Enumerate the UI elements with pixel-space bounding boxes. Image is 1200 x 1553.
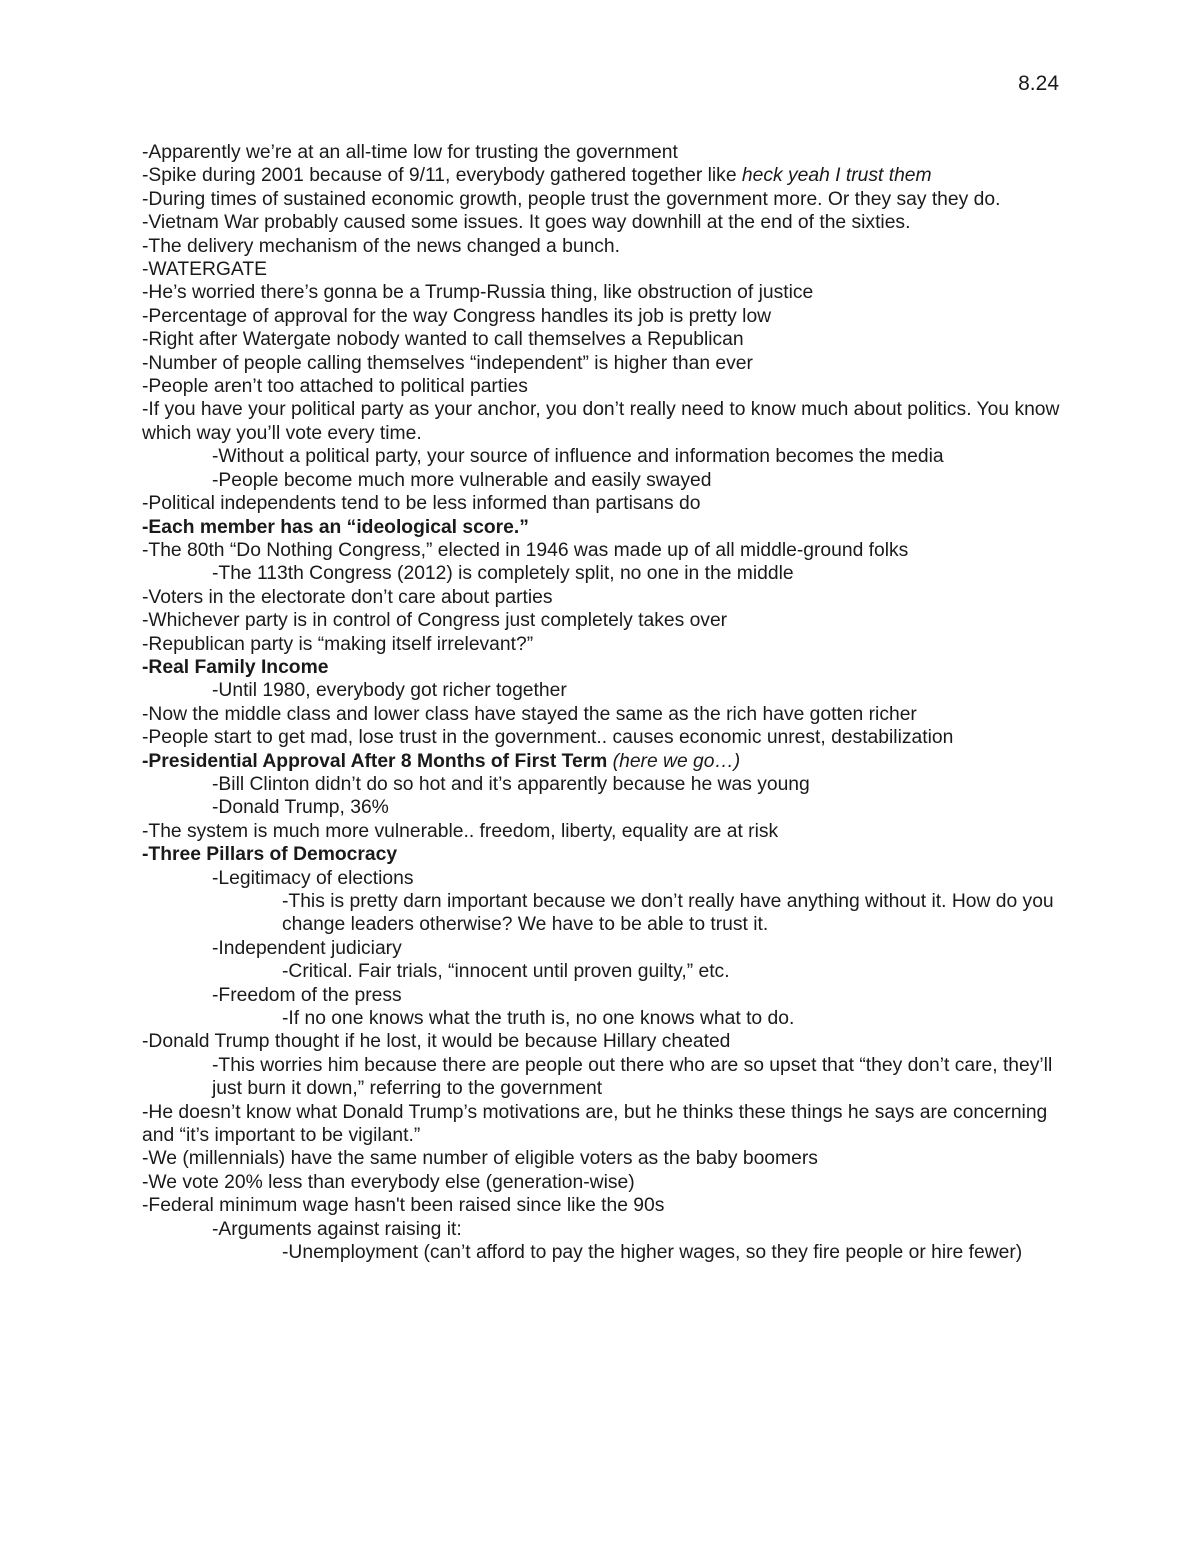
note-text: -Donald Trump thought if he lost, it would be because Hillary cheated bbox=[142, 1031, 731, 1053]
note-text: -Federal minimum wage hasn't been raised since like the 90s bbox=[142, 1195, 665, 1217]
note-line bbox=[142, 305, 1060, 328]
note-text: -Each member has an “ideological score.” bbox=[142, 516, 529, 538]
note-text: -Political independents tend to be less informed than partisans do bbox=[142, 493, 701, 515]
note-line bbox=[142, 1218, 1060, 1241]
note-line bbox=[142, 375, 1060, 398]
note-line bbox=[142, 141, 1060, 164]
note-text: -Critical. Fair trials, “innocent until proven guilty,” etc. bbox=[282, 961, 730, 983]
note-text: -People aren’t too attached to political parties bbox=[142, 376, 528, 398]
note-line bbox=[142, 235, 1060, 258]
note-text: -If you have your political party as your anchor, you don’t really need to know much about politics. You know which way you’ll vote every time. bbox=[142, 399, 1060, 444]
note-text: -Number of people calling themselves “independent” is higher than ever bbox=[142, 352, 753, 374]
note-text: -Presidential Approval After 8 Months of First Term bbox=[142, 750, 613, 772]
note-line bbox=[142, 609, 1060, 632]
note-text: -If no one knows what the truth is, no one knows what to do. bbox=[282, 1008, 795, 1030]
note-line bbox=[142, 679, 1060, 702]
note-text: -He doesn’t know what Donald Trump’s motivations are, but he thinks these things he says are concerning and “it’s important to be vigilant.” bbox=[142, 1101, 1048, 1147]
note-line bbox=[142, 820, 1060, 843]
note-heading bbox=[142, 656, 1060, 679]
note-line bbox=[142, 352, 1060, 375]
note-text: -Voters in the electorate don’t care about parties bbox=[142, 586, 553, 608]
note-line bbox=[142, 1054, 1060, 1101]
note-line bbox=[142, 281, 1060, 304]
note-text: -Bill Clinton didn’t do so hot and it’s apparently because he was young bbox=[212, 773, 810, 795]
note-line bbox=[142, 1147, 1060, 1170]
note-text: -WATERGATE bbox=[142, 259, 267, 281]
note-text: -Right after Watergate nobody wanted to call themselves a Republican bbox=[142, 329, 744, 351]
note-line bbox=[142, 398, 1060, 445]
note-line bbox=[142, 1101, 1060, 1148]
note-line bbox=[142, 1007, 1060, 1030]
note-text: -Until 1980, everybody got richer together bbox=[212, 680, 567, 702]
note-text: -During times of sustained economic growth, people trust the government more. Or they say they do. bbox=[142, 188, 1001, 210]
note-text: -Percentage of approval for the way Congress handles its job is pretty low bbox=[142, 305, 772, 327]
note-text: -Vietnam War probably caused some issues. It goes way downhill at the end of the sixties. bbox=[142, 212, 911, 234]
note-line bbox=[142, 445, 1060, 468]
note-text: -Spike during 2001 because of 9/11, everybody gathered together like bbox=[142, 165, 742, 187]
note-line bbox=[142, 1194, 1060, 1217]
note-line bbox=[142, 796, 1060, 819]
note-line bbox=[142, 773, 1060, 796]
note-line bbox=[142, 211, 1060, 234]
note-line bbox=[142, 726, 1060, 749]
note-text: -The 80th “Do Nothing Congress,” elected in 1946 was made up of all middle-ground folks bbox=[142, 539, 909, 561]
note-text: -The system is much more vulnerable.. freedom, liberty, equality are at risk bbox=[142, 820, 779, 842]
note-italic-text: heck yeah I trust them bbox=[741, 165, 932, 187]
note-line bbox=[142, 258, 1060, 281]
note-text: -We (millennials) have the same number of eligible voters as the baby boomers bbox=[142, 1148, 818, 1170]
note-line bbox=[142, 890, 1060, 937]
note-line bbox=[142, 937, 1060, 960]
note-line bbox=[142, 562, 1060, 585]
note-text: -This worries him because there are people out there who are so upset that “they don’t care, they’ll just burn it down,” referring to the government bbox=[212, 1054, 1053, 1100]
note-italic-text: (here we go…) bbox=[612, 750, 741, 772]
note-line bbox=[142, 188, 1060, 211]
note-heading bbox=[142, 843, 1060, 866]
note-text: -Freedom of the press bbox=[212, 984, 402, 1006]
note-line bbox=[142, 1030, 1060, 1053]
note-text: -The delivery mechanism of the news changed a bunch. bbox=[142, 235, 621, 257]
note-text: -People become much more vulnerable and easily swayed bbox=[212, 469, 712, 491]
note-line bbox=[142, 1171, 1060, 1194]
note-line bbox=[142, 469, 1060, 492]
note-heading bbox=[142, 516, 1060, 539]
note-line bbox=[142, 586, 1060, 609]
note-line bbox=[142, 539, 1060, 562]
page-number: 8.24 bbox=[1018, 72, 1059, 95]
note-text: -The 113th Congress (2012) is completely split, no one in the middle bbox=[212, 563, 794, 585]
note-text: -Three Pillars of Democracy bbox=[142, 844, 398, 866]
note-text: -People start to get mad, lose trust in the government.. causes economic unrest, destabilization bbox=[142, 727, 954, 749]
note-text: -Real Family Income bbox=[142, 656, 329, 678]
note-text: -Donald Trump, 36% bbox=[212, 797, 389, 819]
note-text: -Independent judiciary bbox=[212, 937, 402, 959]
note-text: -Whichever party is in control of Congress just completely takes over bbox=[142, 610, 728, 632]
note-line bbox=[142, 633, 1060, 656]
note-text: -Now the middle class and lower class have stayed the same as the rich have gotten richer bbox=[142, 703, 917, 725]
note-text: -Legitimacy of elections bbox=[212, 867, 414, 889]
note-text: -We vote 20% less than everybody else (generation-wise) bbox=[142, 1171, 635, 1193]
note-text: -Without a political party, your source of influence and information becomes the media bbox=[212, 446, 944, 468]
note-line bbox=[142, 492, 1060, 515]
lecture-notes bbox=[142, 141, 1060, 1265]
note-text: -Unemployment (can’t afford to pay the higher wages, so they fire people or hire fewer) bbox=[282, 1242, 1023, 1264]
note-line bbox=[142, 867, 1060, 890]
note-line bbox=[142, 703, 1060, 726]
note-line bbox=[142, 1241, 1060, 1264]
note-text: -Apparently we’re at an all-time low for trusting the government bbox=[142, 142, 678, 163]
note-line bbox=[142, 960, 1060, 983]
note-line bbox=[142, 984, 1060, 1007]
note-heading bbox=[142, 750, 1060, 773]
note-text: -This is pretty darn important because we don’t really have anything without it. How do you change leaders otherwise? We have to be able to trust it. bbox=[282, 891, 1054, 936]
note-text: -Arguments against raising it: bbox=[212, 1218, 462, 1240]
note-line bbox=[142, 164, 1060, 187]
note-text: -He’s worried there’s gonna be a Trump-Russia thing, like obstruction of justice bbox=[142, 282, 814, 304]
note-line bbox=[142, 328, 1060, 351]
note-text: -Republican party is “making itself irrelevant?” bbox=[142, 633, 534, 655]
